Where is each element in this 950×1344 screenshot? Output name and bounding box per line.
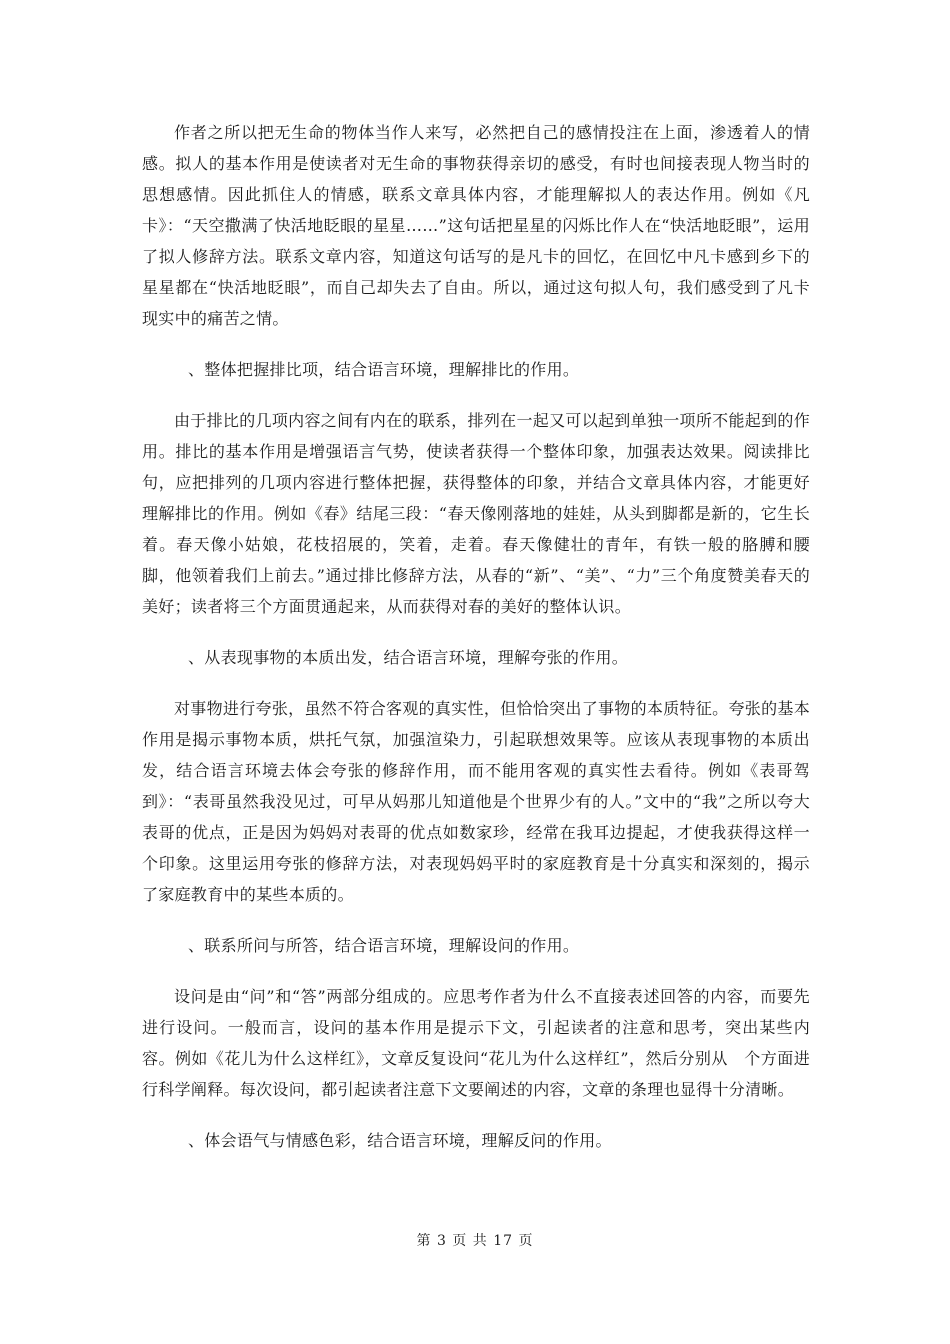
paragraph-parallelism: 由于排比的几项内容之间有内在的联系，排列在一起又可以起到单独一项所不能起到的作用。排比的基本作用是增强语言气势，使读者获得一个整体印象，加强表达效果。阅读排比句，应把排列的几项内容进行整体把握，获得整体的印象，并结合文章具体内容，才能更好理解排比的作用。例如《春》结尾三段：“春天像刚落地的娃娃，从头到脚都是新的，它生长着。春天像小姑娘，花枝招展的，笑着，走着。春天像健壮的青年，有铁一般的胳膊和腰脚，他领着我们上前去。”通过排比修辞方法，从春的“新”、“美”、“力”三个角度赞美春天的美好；读者将三个方面贯通起来，从而获得对春的美好的整体认识。 [142, 411, 810, 616]
page-footer: 第 3 页 共 17 页 [416, 1233, 534, 1249]
paragraph-rhetorical-question: 设问是由“问”和“答”两部分组成的。应思考作者为什么不直接表述回答的内容，而要先进行设问。一般而言，设问的基本作用是提示下文，引起读者的注意和思考，突出某些内容。例如《花儿为什么这样红》，文章反复设问“花儿为什么这样红”，然后分别从 个方面进行科学阐释。每次设问，都引起读者注意下文要阐述的内容，文章的条理也显得十分清晰。 [142, 987, 810, 1099]
heading-rhetorical-interrogative: 、体会语气与情感色彩，结合语言环境，理解反问的作用。 [188, 1131, 612, 1150]
heading-rhetorical-question: 、联系所问与所答，结合语言环境，理解设问的作用。 [188, 936, 580, 955]
paragraph-hyperbole: 对事物进行夸张，虽然不符合客观的真实性，但恰恰突出了事物的本质特征。夸张的基本作用是揭示事物本质，烘托气氛，加强渲染力，引起联想效果等。应该从表现事物的本质出发，结合语言环境去体会夸张的修辞作用，而不能用客观的真实性去看待。例如《表哥驾到》：“表哥虽然我没见过，可早从妈那儿知道他是个世界少有的人。”文中的“我”之所以夸大表哥的优点，正是因为妈妈对表哥的优点如数家珍，经常在我耳边提起，才使我获得这样一个印象。这里运用夸张的修辞方法，对表现妈妈平时的家庭教育是十分真实和深刻的，揭示了家庭教育中的某些本质的。 [142, 699, 810, 904]
paragraph-personification: 作者之所以把无生命的物体当作人来写，必然把自己的感情投注在上面，渗透着人的情感。拟人的基本作用是使读者对无生命的事物获得亲切的感受，有时也间接表现人物当时的思想感情。因此抓住人的情感，联系文章具体内容，才能理解拟人的表达作用。例如《凡卡》：“天空撒满了快活地眨眼的星星……”这句话把星星的闪烁比作人在“快活地眨眼”，运用了拟人修辞方法。联系文章内容，知道这句话写的是凡卡的回忆，在回忆中凡卡感到乡下的星星都在“快活地眨眼”，而自己却失去了自由。所以，通过这句拟人句，我们感受到了凡卡现实中的痛苦之情。 [142, 123, 810, 328]
heading-parallelism: 、整体把握排比项，结合语言环境，理解排比的作用。 [188, 360, 580, 379]
document-body [142, 117, 810, 1176]
heading-hyperbole: 、从表现事物的本质出发，结合语言环境，理解夸张的作用。 [188, 648, 629, 667]
